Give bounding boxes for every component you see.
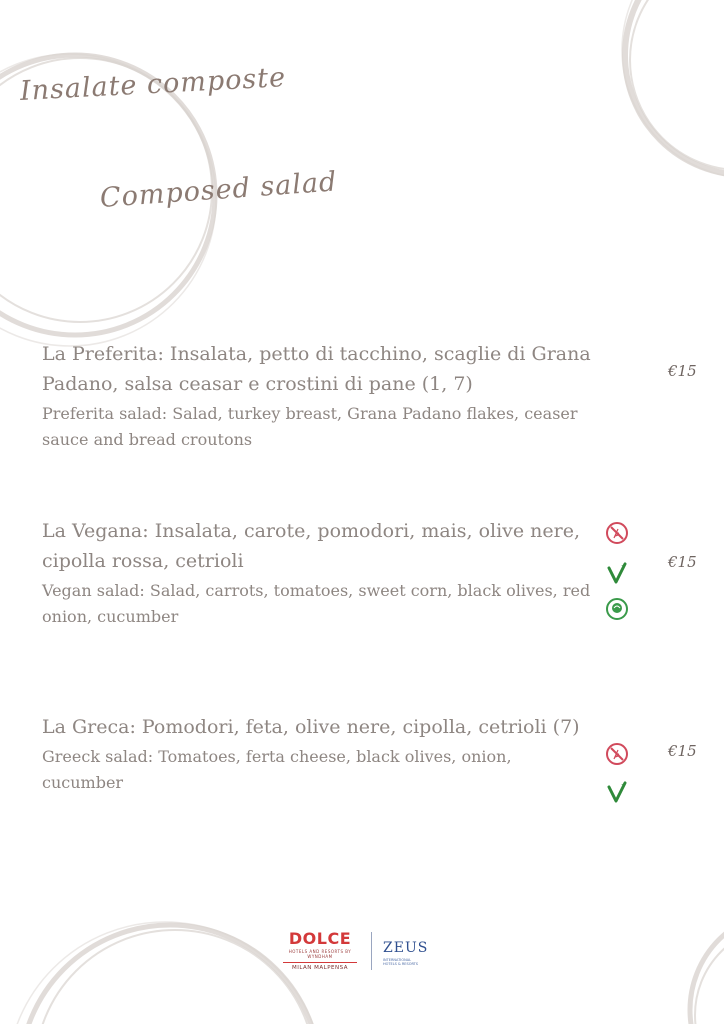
zeus-logo: ZEUS [383, 940, 429, 956]
vegan-icon [604, 596, 630, 622]
zeus-tagline: INTERNATIONAL HOTELS & RESORTS [383, 958, 419, 966]
menu-item-price: €15 [668, 362, 697, 380]
vegetarian-icon [604, 779, 630, 805]
section-title-english: Composed salad [98, 166, 339, 214]
menu-item-name: La Preferita: Insalata, petto di tacchino, scaglie di Grana Padano, salsa ceasar e crostini di pane (1, 7) [42, 343, 591, 395]
footer-logos [283, 930, 443, 974]
menu-item-vegana [42, 516, 597, 630]
menu-item-price: €15 [668, 553, 697, 571]
menu-item-price: €15 [668, 742, 697, 760]
gluten-free-icon [604, 741, 630, 767]
logo-divider [371, 932, 372, 970]
menu-item-description: Vegan salad: Salad, carrots, tomatoes, sweet corn, black olives, red onion, cucumber [42, 581, 591, 626]
menu-item-description: Greeck salad: Tomatoes, ferta cheese, black olives, onion, cucumber [42, 747, 512, 792]
gluten-free-icon [604, 520, 630, 546]
menu-item-greca [42, 712, 597, 796]
menu-item-name: La Vegana: Insalata, carote, pomodori, mais, olive nere, cipolla rossa, cetrioli [42, 520, 581, 572]
dolce-location: MILAN MALPENSA [283, 962, 357, 971]
menu-item-name: La Greca: Pomodori, feta, olive nere, cipolla, cetrioli (7) [42, 716, 580, 738]
vegetarian-icon [604, 560, 630, 586]
section-title-italian: Insalate composte [19, 62, 287, 107]
dolce-logo: DOLCE [288, 929, 352, 948]
menu-item-preferita [42, 339, 597, 453]
dolce-tagline: HOTELS AND RESORTS BY WYNDHAM [288, 949, 352, 959]
menu-item-description: Preferita salad: Salad, turkey breast, Grana Padano flakes, ceaser sauce and bread croutons [42, 404, 578, 449]
